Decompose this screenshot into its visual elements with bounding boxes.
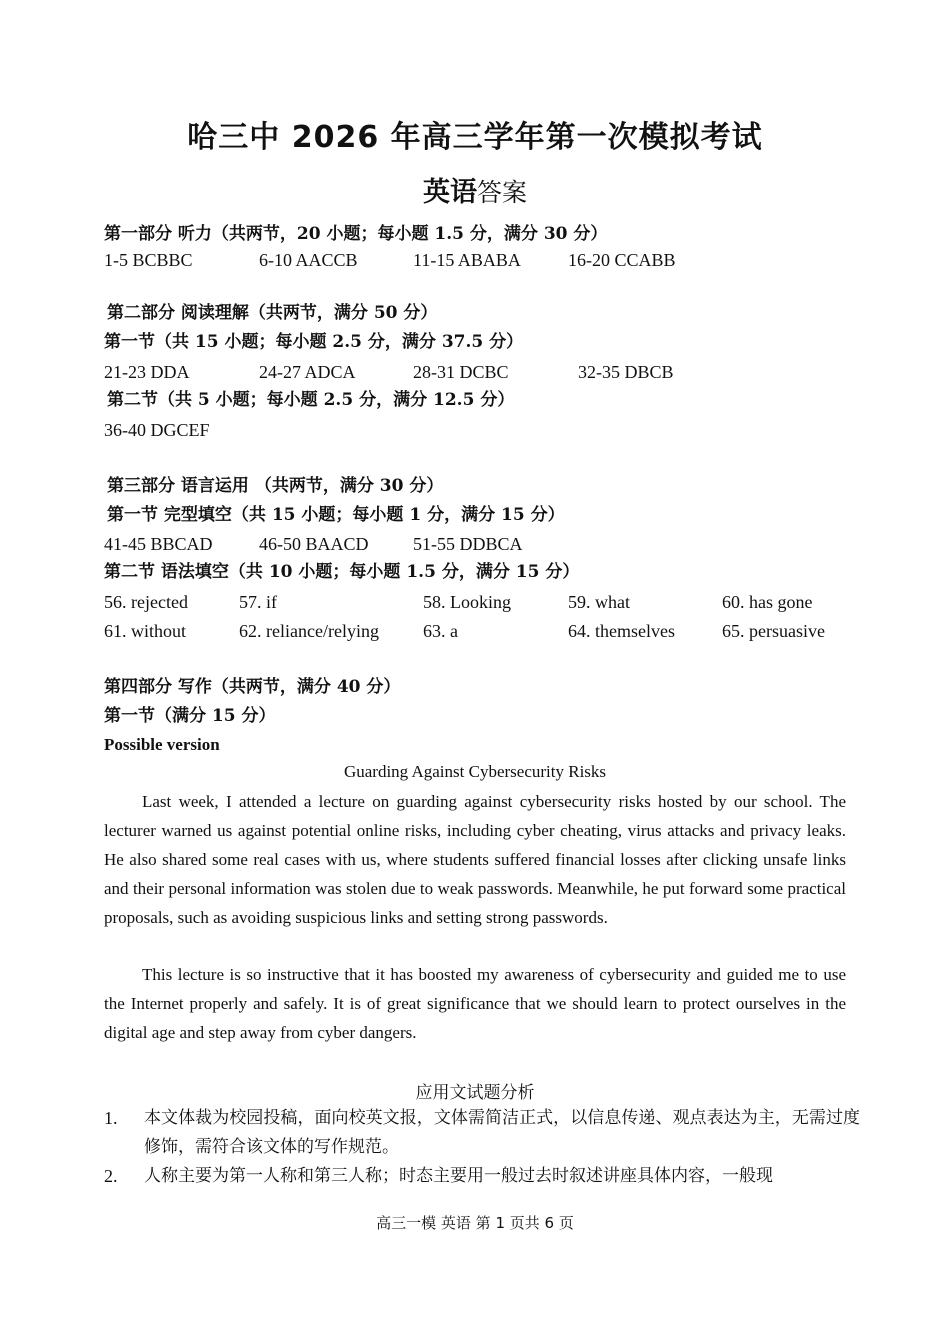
grammar-answer: 58. Looking	[423, 592, 511, 612]
part4-section1-heading: 第一节（满分 15 分）	[104, 706, 276, 726]
part4-heading: 第四部分 写作（共两节，满分 40 分）	[104, 677, 401, 697]
analysis-item	[104, 1104, 860, 1162]
answer-group: 6-10 AACCB	[259, 250, 358, 270]
answer-group: 32-35 DBCB	[578, 362, 674, 382]
part2-section1-answer-row	[104, 361, 864, 383]
answer-group: 21-23 DDA	[104, 362, 190, 382]
grammar-answer-row-2	[104, 620, 864, 642]
answer-group: 51-55 DDBCA	[413, 534, 523, 554]
essay-title: Guarding Against Cybersecurity Risks	[343, 762, 607, 781]
analysis-heading: 应用文试题分析	[415, 1083, 535, 1103]
possible-version-label: Possible version	[104, 735, 220, 754]
answer-group: 46-50 BAACD	[259, 534, 369, 554]
part1-answer-row	[104, 249, 864, 271]
answer-group: 36-40 DGCEF	[104, 420, 210, 440]
essay-paragraph: Last week, I attended a lecture on guarding against cybersecurity risks hosted by our school. The lecturer warned us against potential online risks, including cyber cheating, virus attacks and privacy leaks. He also shared some real cases with us, where students suffered financial losses after clicking unsafe links and their personal information was stolen due to weak passwords. Meanwhile, he put forward some practical proposals, such as avoiding suspicious links and setting strong passwords.	[104, 792, 846, 927]
answer-group: 1-5 BCBBC	[104, 250, 193, 270]
part2-heading: 第二部分 阅读理解（共两节，满分 50 分）	[107, 303, 438, 323]
analysis-item	[104, 1162, 860, 1191]
grammar-answer-row-1	[104, 591, 864, 613]
answer-group: 24-27 ADCA	[259, 362, 356, 382]
grammar-answer: 59. what	[568, 592, 630, 612]
answer-group: 11-15 ABABA	[413, 250, 521, 270]
subtitle-subject: 英语	[422, 177, 477, 208]
grammar-answer: 61. without	[104, 621, 187, 641]
grammar-answer: 56. rejected	[104, 592, 188, 612]
analysis-item-text: 本文体裁为校园投稿，面向校英文报，文体需简洁正式，以信息传递、观点表达为主，无需过度修饰，需符合该文体的写作规范。	[144, 1108, 860, 1157]
part3-section1-heading: 第一节 完型填空（共 15 小题；每小题 1 分，满分 15 分）	[107, 505, 565, 525]
grammar-answer: 64. themselves	[568, 621, 675, 641]
part2-section2-heading: 第二节（共 5 小题；每小题 2.5 分，满分 12.5 分）	[107, 390, 515, 410]
part3-heading: 第三部分 语言运用 （共两节，满分 30 分）	[107, 476, 444, 496]
exam-title: 哈三中 2026 年高三学年第一次模拟考试	[187, 120, 763, 155]
essay-paragraph: This lecture is so instructive that it has boosted my awareness of cybersecurity and guided me to use the Internet properly and safely. It is of great significance that we should learn to protect ourselves in the digital age and step away from cyber dangers.	[104, 965, 846, 1042]
part2-section2-answer-row	[104, 419, 864, 441]
exam-subtitle	[0, 170, 950, 209]
answer-group: 28-31 DCBC	[413, 362, 509, 382]
analysis-item-number: 2.	[104, 1166, 118, 1186]
answer-group: 16-20 CCABB	[568, 250, 676, 270]
grammar-answer: 57. if	[239, 592, 277, 612]
page-footer: 高三一模 英语 第 1 页共 6 页	[376, 1214, 574, 1232]
grammar-answer: 63. a	[423, 621, 458, 641]
part2-section1-heading: 第一节（共 15 小题；每小题 2.5 分，满分 37.5 分）	[104, 332, 524, 352]
part3-section2-heading: 第二节 语法填空（共 10 小题；每小题 1.5 分，满分 15 分）	[104, 562, 580, 582]
part1-heading: 第一部分 听力（共两节，20 小题；每小题 1.5 分，满分 30 分）	[104, 224, 608, 244]
grammar-answer: 65. persuasive	[722, 621, 825, 641]
grammar-answer: 60. has gone	[722, 592, 813, 612]
grammar-answer: 62. reliance/relying	[239, 621, 379, 641]
analysis-item-number: 1.	[104, 1108, 118, 1128]
analysis-item-text: 人称主要为第一人称和第三人称；时态主要用一般过去时叙述讲座具体内容，一般现	[144, 1166, 773, 1186]
answer-group: 41-45 BBCAD	[104, 534, 213, 554]
subtitle-answers: 答案	[476, 178, 527, 207]
part3-section1-answer-row	[104, 533, 864, 555]
